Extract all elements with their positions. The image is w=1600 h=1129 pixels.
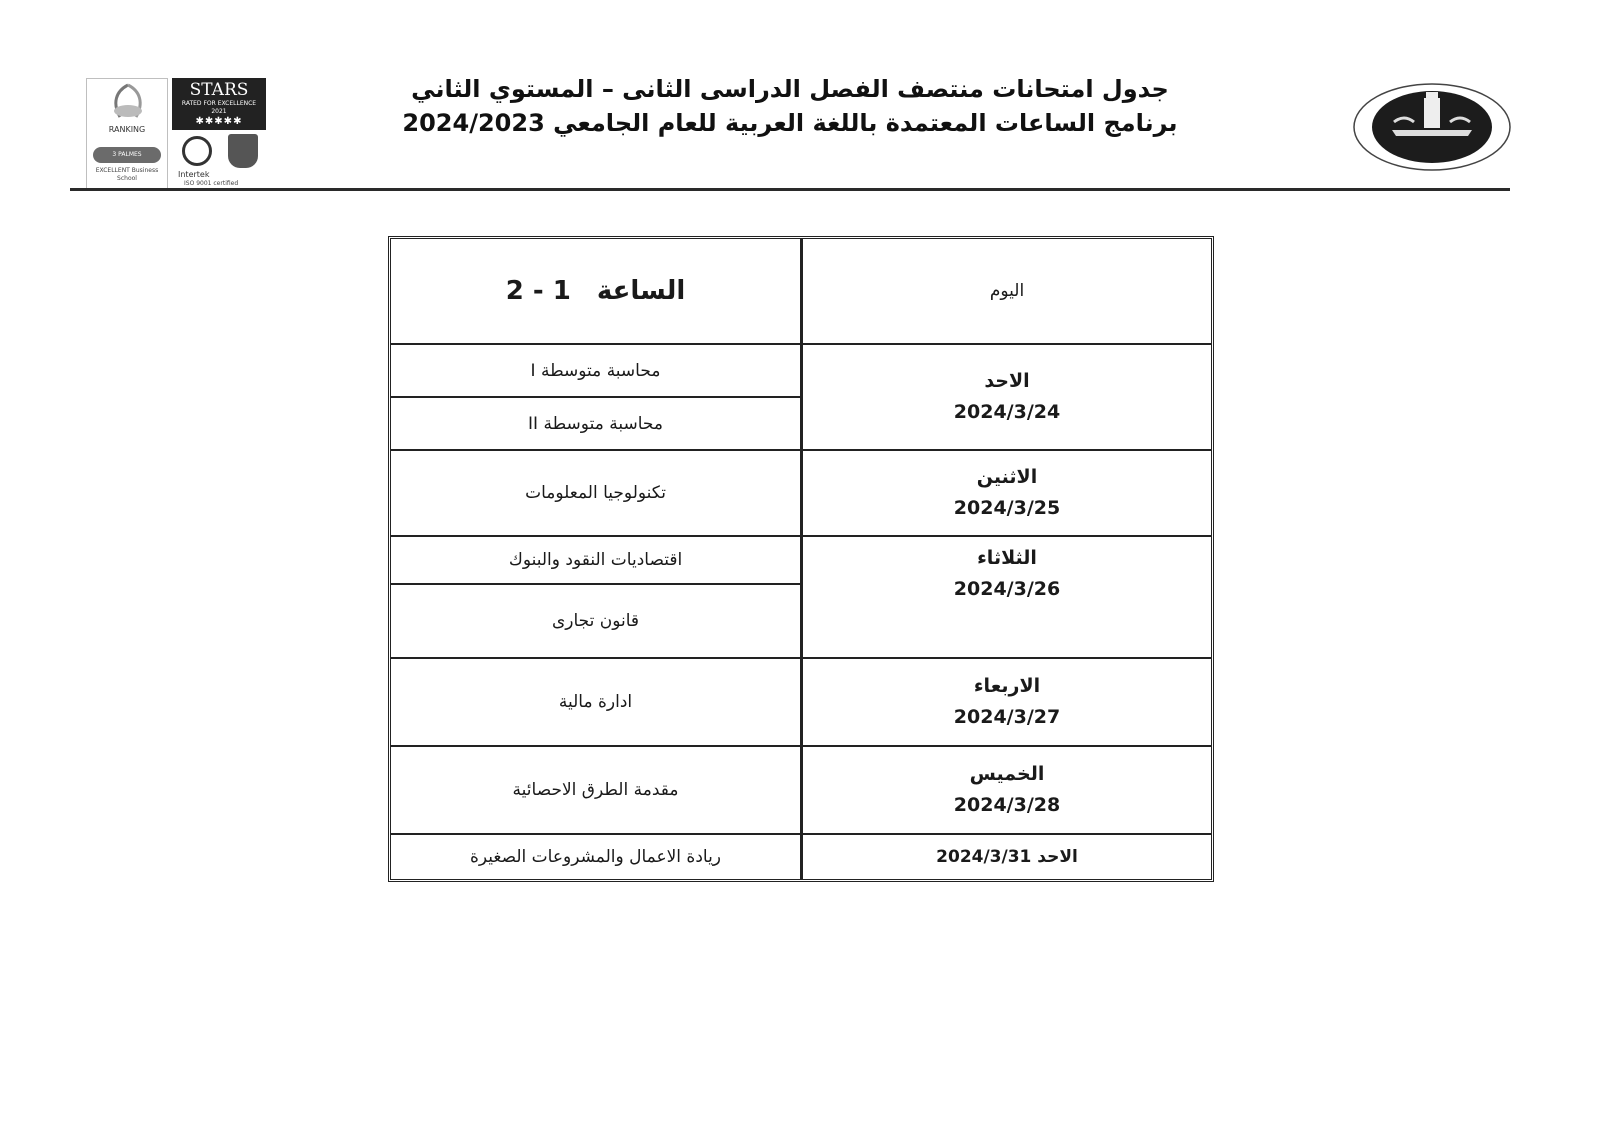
- day-name: الاربعاء: [973, 675, 1041, 697]
- table-header-row: [391, 239, 1211, 345]
- subject-cell: مقدمة الطرق الاحصائية: [512, 780, 679, 800]
- title-line-1: جدول امتحانات منتصف الفصل الدراسى الثانى – المستوي الثاني: [411, 75, 1169, 103]
- intertek-label: Intertek: [178, 170, 210, 179]
- subject-cell: تكنولوجيا المعلومات: [525, 483, 666, 503]
- subject-cell: محاسبة متوسطة II: [391, 396, 800, 449]
- laurel-icon: [98, 81, 158, 123]
- table-row: [391, 747, 1211, 835]
- day-name: الاحد: [984, 370, 1030, 392]
- day-cell: [803, 345, 1211, 449]
- day-cell: [803, 537, 1211, 657]
- day-name: الاحد 2024/3/31: [936, 847, 1078, 867]
- day-date: 2024/3/26: [953, 578, 1061, 600]
- day-date: 2024/3/25: [953, 497, 1061, 519]
- table-row: [391, 345, 1211, 451]
- subject-cell: اقتصاديات النقود والبنوك: [508, 550, 683, 570]
- subject-cell: ادارة مالية: [558, 692, 633, 712]
- day-cell: [803, 747, 1211, 833]
- table-row: [391, 451, 1211, 537]
- day-name: الثلاثاء: [977, 547, 1037, 569]
- day-cell: [803, 659, 1211, 745]
- day-cell: [803, 835, 1211, 879]
- table-row: [391, 537, 1211, 659]
- ranking-logo: [86, 78, 168, 190]
- header-day-label: اليوم: [989, 281, 1025, 301]
- globe-icon: [182, 136, 212, 166]
- day-name: الاثنين: [976, 466, 1038, 488]
- stars-logo: [172, 78, 266, 130]
- title-line-2: برنامج الساعات المعتمدة باللغة العربية للعام الجامعي 2024/2023: [402, 109, 1178, 137]
- stars-title: STARS: [189, 80, 249, 100]
- table-row: [391, 659, 1211, 747]
- stars-rating-icon: ✱✱✱✱✱: [195, 116, 243, 127]
- header-day-cell: [803, 239, 1211, 343]
- subject-cell: ريادة الاعمال والمشروعات الصغيرة: [470, 847, 722, 867]
- header-time-range: 2 - 1: [505, 276, 571, 306]
- header-time-label: الساعة: [596, 276, 686, 306]
- table-row: [391, 835, 1211, 879]
- university-seal: [1352, 82, 1512, 172]
- header-divider: [70, 188, 1510, 191]
- day-name: الخميس: [969, 763, 1045, 785]
- stars-year: 2021: [211, 108, 227, 115]
- header-time-cell: [391, 239, 803, 343]
- iso-label: ISO 9001 certified: [184, 180, 239, 187]
- day-date: 2024/3/28: [953, 794, 1061, 816]
- stars-subtitle: RATED FOR EXCELLENCE: [181, 100, 257, 107]
- exam-schedule-table: [388, 236, 1214, 882]
- document-title: [360, 72, 1220, 140]
- ranking-label: RANKING: [108, 125, 146, 134]
- accreditation-logos: [86, 78, 266, 190]
- palmes-badge: 3 PALMES: [93, 147, 161, 163]
- day-cell: [803, 451, 1211, 535]
- day-date: 2024/3/24: [953, 401, 1061, 423]
- subject-cell: قانون تجارى: [391, 583, 800, 657]
- day-date: 2024/3/27: [953, 706, 1061, 728]
- subject-cell: محاسبة متوسطة I: [530, 360, 661, 381]
- excellent-label: EXCELLENT Business School: [95, 167, 159, 182]
- ukas-shield-icon: [228, 134, 258, 168]
